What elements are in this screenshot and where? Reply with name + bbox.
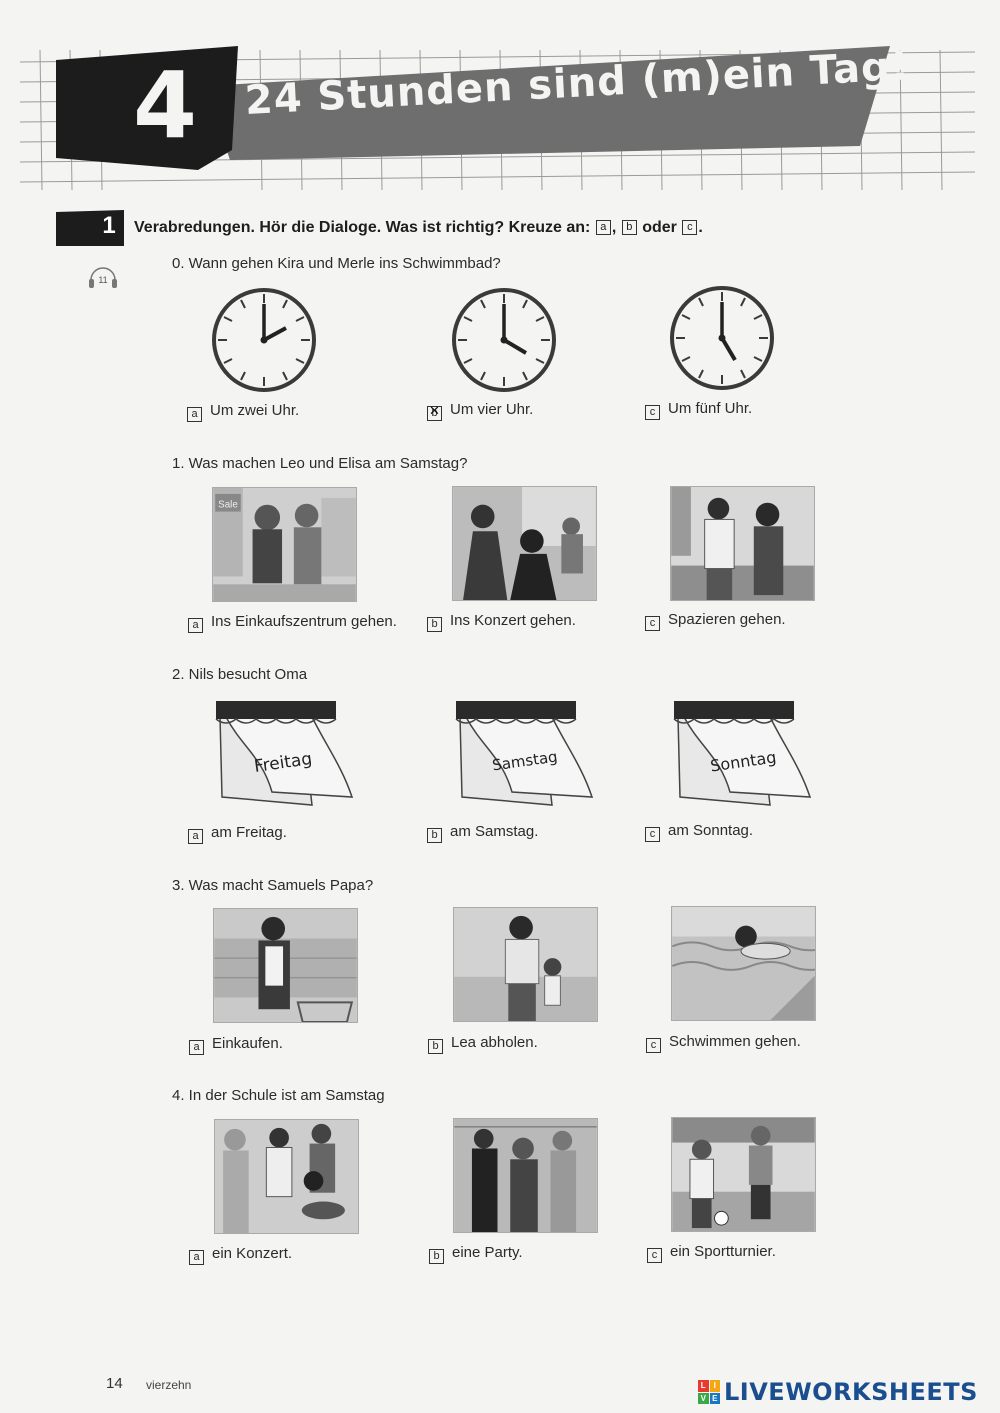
- calendar-label-samstag: Samstag: [491, 747, 559, 775]
- q3-checkbox-b[interactable]: b: [428, 1039, 443, 1054]
- exercise-instruction: [134, 219, 703, 237]
- image-papa-pickup: [453, 907, 598, 1022]
- image-papa-swimming: [671, 906, 816, 1021]
- q3-option-c-label: Schwimmen gehen.: [669, 1033, 801, 1050]
- q4-option-a-label: ein Konzert.: [212, 1245, 293, 1262]
- q0-option-c[interactable]: [645, 400, 752, 420]
- q4-option-b[interactable]: [429, 1244, 523, 1264]
- image-mall-couple: [212, 487, 357, 602]
- q4-checkbox-c[interactable]: c: [647, 1248, 662, 1263]
- audio-track[interactable]: [86, 260, 120, 294]
- q1-checkbox-c[interactable]: c: [645, 616, 660, 631]
- headphones-icon: [86, 260, 120, 294]
- image-concert-crowd: [452, 486, 597, 601]
- calendar-label-freitag: Freitag: [252, 749, 314, 777]
- q3-option-b-label: Lea abholen.: [451, 1034, 538, 1051]
- q0-checkbox-a[interactable]: a: [187, 407, 202, 422]
- q3-option-a-label: Einkaufen.: [212, 1035, 283, 1052]
- logo-letter-v: V: [698, 1393, 709, 1405]
- q4-option-a[interactable]: [189, 1245, 292, 1265]
- logo-letter-l: L: [698, 1380, 709, 1392]
- q3-option-b[interactable]: [428, 1034, 538, 1054]
- instruction-comma: ,: [611, 219, 617, 236]
- sale-sign-text: Sale: [218, 499, 238, 511]
- q0-option-b-label: Um vier Uhr.: [450, 401, 534, 418]
- q2-option-a-label: am Freitag.: [211, 824, 287, 841]
- q1-option-c[interactable]: [645, 611, 786, 631]
- liveworksheets-brand[interactable]: [698, 1378, 978, 1406]
- q0-checkbox-c[interactable]: c: [645, 405, 660, 420]
- logo-letter-i: I: [710, 1380, 721, 1392]
- q1-option-c-label: Spazieren gehen.: [668, 611, 786, 628]
- instruction-period: .: [698, 219, 703, 236]
- q2-option-a[interactable]: [188, 824, 287, 844]
- clock-two-oclock: [210, 286, 318, 394]
- q2-checkbox-c[interactable]: c: [645, 827, 660, 842]
- q1-option-b-label: Ins Konzert gehen.: [450, 612, 576, 629]
- image-walking-couple: [670, 486, 815, 601]
- chapter-title: 24 Stunden sind (m)ein Tag!: [243, 43, 911, 124]
- q1-option-b[interactable]: [427, 612, 576, 632]
- instruction-oder: oder: [642, 219, 677, 236]
- image-school-party: [453, 1118, 598, 1233]
- q0-option-b[interactable]: [427, 401, 533, 421]
- q4-option-c[interactable]: [647, 1243, 776, 1263]
- question-0: 0. Wann gehen Kira und Merle ins Schwimmbad?: [172, 255, 501, 272]
- liveworksheets-wordmark: LIVEWORKSHEETS: [724, 1378, 978, 1406]
- instruction-box-c: c: [682, 220, 697, 235]
- q3-checkbox-a[interactable]: a: [189, 1040, 204, 1055]
- q4-checkbox-a[interactable]: a: [189, 1250, 204, 1265]
- page-number: 14: [106, 1375, 123, 1392]
- q1-checkbox-a[interactable]: a: [188, 618, 203, 633]
- q0-option-a[interactable]: [187, 402, 299, 422]
- image-sports-tournament: [671, 1117, 816, 1232]
- q3-option-c[interactable]: [646, 1033, 801, 1053]
- exercise-number: 1: [102, 212, 116, 239]
- q2-option-c[interactable]: [645, 822, 753, 842]
- question-4: 4. In der Schule ist am Samstag: [172, 1087, 385, 1104]
- q2-option-c-label: am Sonntag.: [668, 822, 754, 839]
- calendar-label-sonntag: Sonntag: [709, 747, 778, 776]
- q2-checkbox-a[interactable]: a: [188, 829, 203, 844]
- liveworksheets-logo-icon: [698, 1380, 720, 1404]
- question-3: 3. Was macht Samuels Papa?: [172, 877, 374, 894]
- page-number-word: vierzehn: [146, 1378, 192, 1392]
- q4-checkbox-b[interactable]: b: [429, 1249, 444, 1264]
- q2-checkbox-b[interactable]: b: [427, 828, 442, 843]
- instruction-box-b: b: [622, 220, 637, 235]
- q1-checkbox-b[interactable]: b: [427, 617, 442, 632]
- q0-option-a-label: Um zwei Uhr.: [210, 402, 300, 419]
- q0-option-c-label: Um fünf Uhr.: [668, 400, 753, 417]
- clock-four-oclock: [450, 286, 558, 394]
- q3-option-a[interactable]: [189, 1035, 283, 1055]
- image-school-concert: [214, 1119, 359, 1234]
- instruction-box-a: a: [596, 220, 611, 235]
- q0-checkbox-b-checked[interactable]: b ✕: [427, 406, 442, 421]
- q2-option-b-label: am Samstag.: [450, 823, 539, 840]
- q1-option-a-label: Ins Einkaufszentrum gehen.: [211, 613, 397, 630]
- question-1: 1. Was machen Leo und Elisa am Samstag?: [172, 455, 468, 472]
- q2-option-b[interactable]: [427, 823, 538, 843]
- question-2: 2. Nils besucht Oma: [172, 666, 308, 683]
- instruction-text: Verabredungen. Hör die Dialoge. Was ist richtig? Kreuze an:: [134, 219, 591, 236]
- q4-option-b-label: eine Party.: [452, 1244, 523, 1261]
- audio-track-number: 11: [98, 275, 108, 285]
- q4-option-c-label: ein Sportturnier.: [670, 1243, 776, 1260]
- image-papa-shopping: [213, 908, 358, 1023]
- q3-checkbox-c[interactable]: c: [646, 1038, 661, 1053]
- chapter-number: 4: [132, 52, 197, 159]
- clock-five-oclock: [668, 284, 776, 392]
- q1-option-a[interactable]: [188, 613, 397, 633]
- logo-letter-e: E: [710, 1393, 721, 1405]
